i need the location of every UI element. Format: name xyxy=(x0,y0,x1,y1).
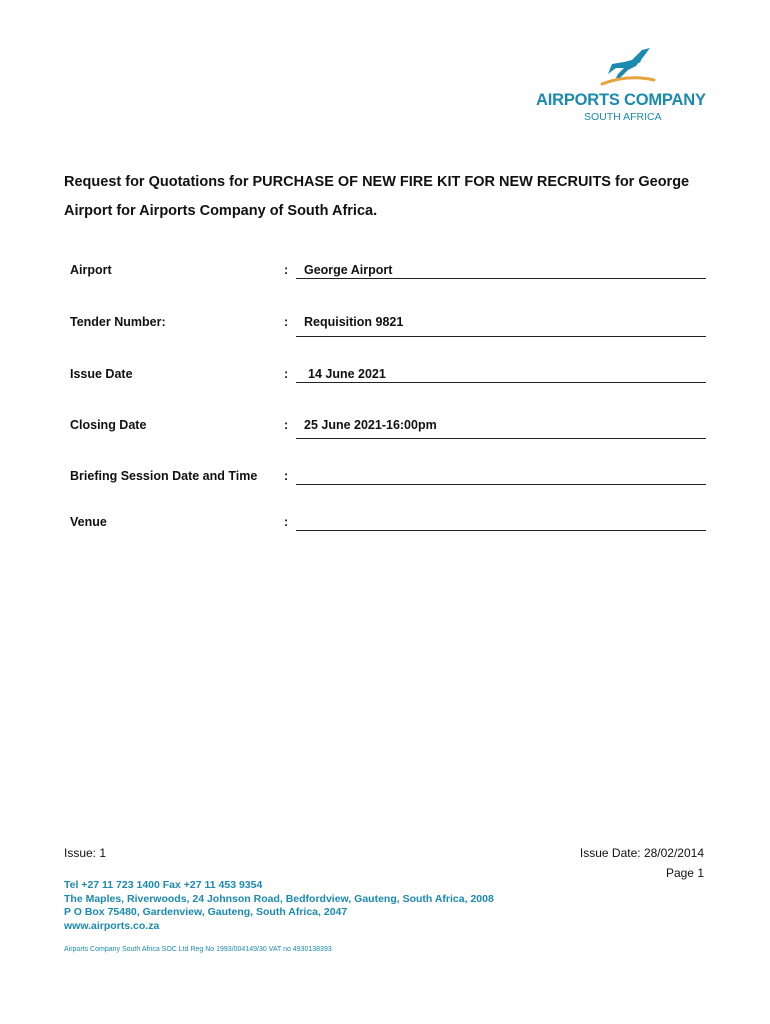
contact-phone: Tel +27 11 723 1400 Fax +27 11 453 9354 xyxy=(64,879,263,891)
flying-figure-icon xyxy=(598,48,662,90)
field-value-tender-number: Requisition 9821 xyxy=(296,315,706,337)
field-colon: : xyxy=(284,367,289,381)
field-label-issue-date: Issue Date xyxy=(70,367,133,381)
field-colon: : xyxy=(284,515,289,529)
field-value-briefing-session xyxy=(296,469,706,485)
field-value-issue-date: 14 June 2021 xyxy=(296,367,706,383)
field-colon: : xyxy=(284,469,289,483)
contact-website[interactable]: www.airports.co.za xyxy=(64,919,160,932)
contact-po-box: P O Box 75480, Gardenview, Gauteng, South Africa, 2047 xyxy=(64,906,348,918)
logo-name: AIRPORTS COMPANY xyxy=(536,91,706,109)
contact-address: The Maples, Riverwoods, 24 Johnson Road, Bedfordview, Gauteng, South Africa, 2008 xyxy=(64,892,494,905)
field-value-venue xyxy=(296,515,706,531)
field-label-airport: Airport xyxy=(70,263,112,277)
field-label-tender-number: Tender Number: xyxy=(70,315,166,329)
field-label-briefing-session: Briefing Session Date and Time xyxy=(70,469,258,483)
issue-number: Issue: 1 xyxy=(64,846,107,860)
issue-date: Issue Date: 28/02/2014 xyxy=(579,846,704,860)
field-colon: : xyxy=(284,315,289,329)
document-title: Request for Quotations for PURCHASE OF NEW FIRE KIT FOR NEW RECRUITS for George Airport for Airports Company of South Africa. xyxy=(64,174,690,219)
field-colon: : xyxy=(284,418,289,432)
field-value-closing-date: 25 June 2021-16:00pm xyxy=(296,418,706,439)
field-value-airport: George Airport xyxy=(296,263,706,279)
field-label-closing-date: Closing Date xyxy=(70,418,147,432)
field-colon: : xyxy=(284,263,289,277)
company-logo xyxy=(530,48,730,128)
contact-block xyxy=(64,879,494,933)
registration-line: Airports Company South Africa SOC Ltd Reg No 1993/004149/30 VAT no 4930138393 xyxy=(64,946,332,953)
field-label-venue: Venue xyxy=(70,515,107,529)
logo-subtitle: SOUTH AFRICA xyxy=(584,111,662,123)
page-number: Page 1 xyxy=(665,866,704,880)
